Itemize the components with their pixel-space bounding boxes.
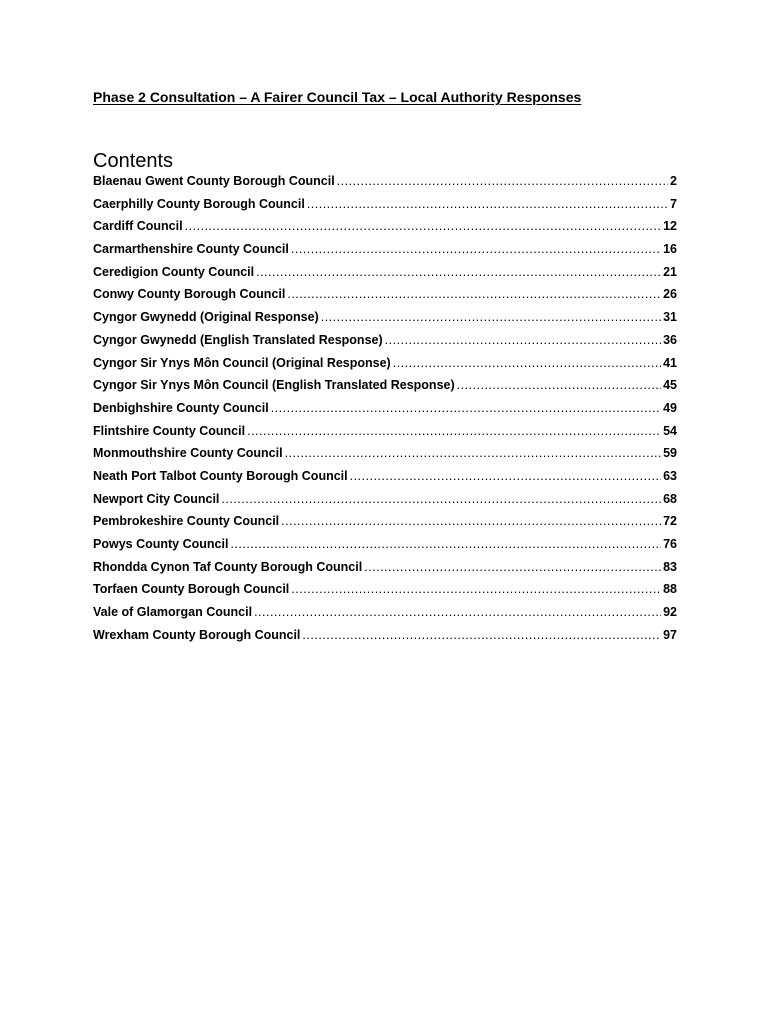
toc-entry[interactable] bbox=[93, 511, 677, 534]
table-of-contents bbox=[93, 171, 677, 647]
toc-entry-page: 59 bbox=[663, 446, 677, 461]
toc-entry-label: Cyngor Gwynedd (Original Response) bbox=[93, 310, 319, 325]
toc-entry-label: Rhondda Cynon Taf County Borough Council bbox=[93, 559, 363, 574]
toc-leader bbox=[291, 239, 661, 259]
toc-leader bbox=[285, 443, 662, 463]
toc-leader bbox=[185, 216, 662, 236]
toc-entry-label: Monmouthshire County Council bbox=[93, 446, 283, 461]
toc-leader bbox=[350, 466, 661, 486]
toc-entry-label: Flintshire County Council bbox=[93, 423, 246, 438]
toc-entry-page: 88 bbox=[663, 582, 677, 597]
toc-leader bbox=[291, 579, 661, 599]
toc-leader bbox=[307, 194, 668, 214]
toc-entry-page: 97 bbox=[663, 627, 677, 642]
toc-entry-page: 49 bbox=[663, 400, 677, 415]
toc-entry-page: 72 bbox=[663, 514, 677, 529]
toc-entry-label: Pembrokeshire County Council bbox=[93, 514, 280, 529]
toc-entry-label: Torfaen County Borough Council bbox=[93, 582, 290, 597]
toc-entry-page: 31 bbox=[663, 310, 677, 325]
document-title: Phase 2 Consultation – A Fairer Council Tax – Local Authority Responses bbox=[93, 89, 582, 105]
toc-entry[interactable] bbox=[93, 194, 677, 217]
toc-leader bbox=[302, 625, 661, 645]
toc-entry-page: 68 bbox=[663, 491, 677, 506]
toc-leader bbox=[271, 398, 661, 418]
toc-entry-page: 92 bbox=[663, 605, 677, 620]
toc-entry-label: Wrexham County Borough Council bbox=[93, 627, 301, 642]
toc-entry-page: 83 bbox=[663, 559, 677, 574]
toc-entry[interactable] bbox=[93, 489, 677, 512]
toc-leader bbox=[393, 353, 661, 373]
toc-entry-page: 2 bbox=[670, 174, 677, 188]
toc-entry-label: Cyngor Sir Ynys Môn Council (Original Response) bbox=[93, 355, 391, 370]
toc-entry[interactable] bbox=[93, 557, 677, 580]
toc-leader bbox=[254, 602, 661, 622]
toc-entry-page: 7 bbox=[670, 196, 677, 211]
toc-entry[interactable] bbox=[93, 443, 677, 466]
toc-leader bbox=[281, 511, 661, 531]
toc-entry-label: Ceredigion County Council bbox=[93, 264, 255, 279]
toc-entry-label: Cyngor Gwynedd (English Translated Response) bbox=[93, 332, 383, 347]
toc-entry-page: 36 bbox=[663, 332, 677, 347]
toc-leader bbox=[221, 489, 661, 509]
toc-entry-label: Denbighshire County Council bbox=[93, 400, 269, 415]
toc-leader bbox=[457, 375, 661, 395]
toc-entry-page: 54 bbox=[663, 423, 677, 438]
toc-entry-page: 63 bbox=[663, 468, 677, 483]
toc-entry[interactable] bbox=[93, 307, 677, 330]
toc-entry-label: Carmarthenshire County Council bbox=[93, 242, 289, 257]
toc-leader bbox=[287, 284, 661, 304]
toc-entry-label: Blaenau Gwent County Borough Council bbox=[93, 174, 335, 188]
toc-entry-label: Caerphilly County Borough Council bbox=[93, 196, 305, 211]
toc-entry[interactable] bbox=[93, 216, 677, 239]
toc-entry[interactable] bbox=[93, 602, 677, 625]
toc-entry-page: 41 bbox=[663, 355, 677, 370]
toc-entry[interactable] bbox=[93, 239, 677, 262]
toc-entry[interactable] bbox=[93, 375, 677, 398]
toc-entry[interactable] bbox=[93, 262, 677, 285]
toc-entry-page: 76 bbox=[663, 537, 677, 551]
toc-leader bbox=[247, 421, 661, 441]
toc-entry-page: 26 bbox=[663, 287, 677, 302]
toc-entry[interactable] bbox=[93, 284, 677, 307]
toc-leader bbox=[230, 534, 661, 554]
toc-leader bbox=[256, 262, 661, 282]
toc-entry-label: Neath Port Talbot County Borough Council bbox=[93, 468, 348, 483]
toc-entry[interactable] bbox=[93, 466, 677, 489]
toc-entry[interactable] bbox=[93, 171, 677, 194]
toc-entry-label: Conwy County Borough Council bbox=[93, 287, 286, 302]
contents-heading: Contents bbox=[93, 150, 174, 172]
toc-entry-label: Newport City Council bbox=[93, 491, 220, 506]
toc-entry[interactable] bbox=[93, 353, 677, 376]
toc-leader bbox=[321, 307, 661, 327]
toc-entry-label: Cyngor Sir Ynys Môn Council (English Translated Response) bbox=[93, 378, 455, 393]
toc-entry-label: Powys County Council bbox=[93, 537, 229, 551]
toc-entry[interactable] bbox=[93, 534, 677, 557]
toc-entry[interactable] bbox=[93, 625, 677, 648]
toc-entry-page: 21 bbox=[663, 264, 677, 279]
toc-entry[interactable] bbox=[93, 579, 677, 602]
toc-entry-label: Vale of Glamorgan Council bbox=[93, 605, 253, 620]
toc-leader bbox=[364, 557, 661, 577]
toc-entry-page: 16 bbox=[663, 242, 677, 257]
toc-entry-page: 45 bbox=[663, 378, 677, 393]
toc-entry[interactable] bbox=[93, 421, 677, 444]
toc-entry[interactable] bbox=[93, 330, 677, 353]
toc-leader bbox=[385, 330, 661, 350]
toc-leader bbox=[337, 171, 668, 191]
toc-entry[interactable] bbox=[93, 398, 677, 421]
toc-entry-label: Cardiff Council bbox=[93, 219, 183, 234]
toc-entry-page: 12 bbox=[663, 219, 677, 234]
